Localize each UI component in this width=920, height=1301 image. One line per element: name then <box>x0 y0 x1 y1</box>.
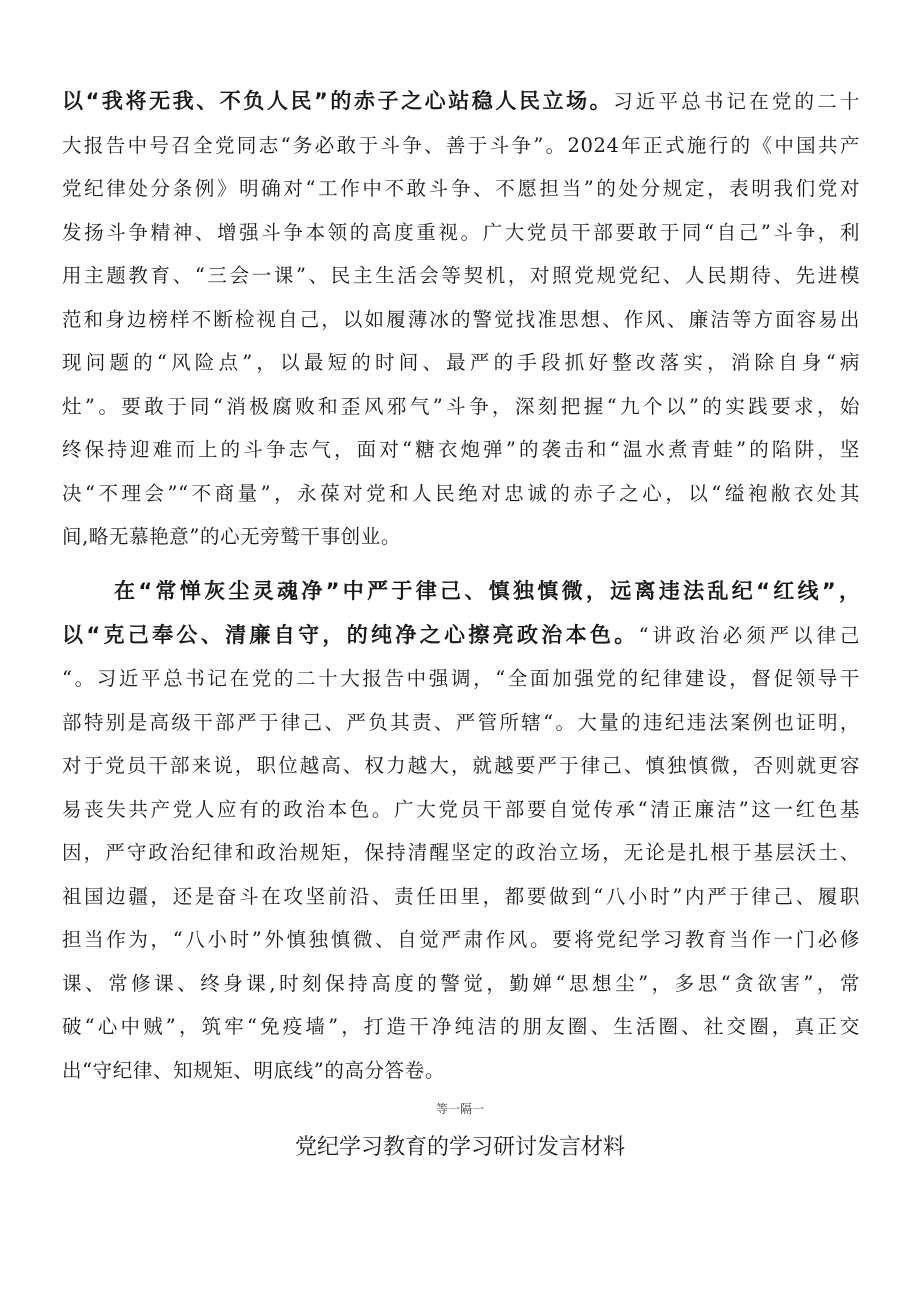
paragraph-line: “。习近平总书记在党的二十大报告中强调，“全面加强党的纪律建设，督促领导干 <box>62 667 860 690</box>
paragraph-line <box>62 80 860 124</box>
paragraph-line: 范和身边榜样不断检视自己，以如履薄冰的警觉找准思想、作风、廉洁等方面容易出 <box>62 307 860 331</box>
paragraph-line: 终保持迎难而上的斗争志气，面对“糖衣炮弹”的袭击和“温水煮青蛙”的陷阱，坚 <box>62 438 860 461</box>
paragraph-line: 大报告中号召全党同志“务必敢于斗争、善于斗争”。2024年正式施行的《中国共产 <box>62 133 860 157</box>
paragraph-line <box>62 614 860 658</box>
paragraph-line: 现问题的“风险点”，以最短的时间、最严的手段抓好整改落实，消除自身“病 <box>62 351 860 374</box>
paragraph-line: 出“守纪律、知规矩、明底线”的高分答卷。 <box>62 1058 445 1082</box>
paragraph-line: 灶”。要敢于同“消极腐败和歪风邪气”斗争，深刻把握“九个以”的实践要求，始 <box>62 394 860 418</box>
paragraph-line: 对于党员干部来说，职位越高、权力越大，就越要严于律己、慎独慎微，否则就更容 <box>62 754 860 777</box>
paragraph-line: 担当作为，“八小时”外慎独慎微、自觉严肃作风。要将党纪学习教育当作一门必修 <box>62 928 860 951</box>
paragraph-line: 决“不理会”“不商量”，永葆对党和人民绝对忠诚的赤子之心，以“缢袍敝衣处其 <box>62 481 860 505</box>
section-heading: 党纪学习教育的学习研讨发言材料 <box>294 1135 625 1160</box>
line-text: “讲政治必须严以律己 <box>638 623 860 647</box>
paragraph-line: 用主题教育、“三会一课”、民主生活会等契机，对照党规党纪、人民期待、先进模 <box>62 264 860 287</box>
paragraph-line: 发扬斗争精神、增强斗争本领的高度重视。广大党员干部要敢于同“自己”斗争，利 <box>62 220 860 244</box>
paragraph-line: 易丧失共产党人应有的政治本色。广大党员干部要自觉传承“清正廉洁”这一红色基 <box>62 797 860 821</box>
paragraph-2 <box>62 570 860 1092</box>
bold-lead-sentence: 以“克己奉公、清廉自守，的纯净之心擦亮政治本色。 <box>62 622 639 647</box>
bold-lead-sentence: 在“常惮灰尘灵魂净”中严于律己、慎独慎微，远离违法乱纪“红线”， <box>114 579 860 603</box>
paragraph-line: 党纪律处分条例》明确对“工作中不敢斗争、不愿担当”的处分规定，表明我们党对 <box>62 177 860 200</box>
paragraph-1 <box>62 80 860 559</box>
paragraph-line: 祖国边疆，还是奋斗在攻坚前沿、责任田里，都要做到“八小时”内严于律己、履职 <box>62 884 860 908</box>
paragraph-line: 课、常修课、终身课,时刻保持高度的警觉，勤婵“思想尘”，多思“贪欲害”，常 <box>62 971 860 995</box>
paragraph-line: 因，严守政治纪律和政治规矩，保持清醒坚定的政治立场，无论是扎根于基层沃土、 <box>62 841 860 864</box>
paragraph-line: 破“心中贼”，筑牢“免疫墙”，打造干净纯洁的朋友圈、生活圈、社交圈，真正交 <box>62 1015 860 1038</box>
section-separator: 等一隔一 <box>435 1102 484 1116</box>
bold-lead-sentence: 以“我将无我、不负人民”的赤子之心站稳人民立场。 <box>62 89 614 113</box>
paragraph-line: 部特别是高级干部严于律己、严负其责、严管所辖“。大量的违纪违法案例也证明， <box>62 710 860 734</box>
paragraph-line <box>62 570 860 614</box>
line-text: 习近平总书记在党的二十 <box>613 90 860 113</box>
paragraph-line: 间,略无慕艳意”的心无旁鹫干事创业。 <box>62 525 401 548</box>
